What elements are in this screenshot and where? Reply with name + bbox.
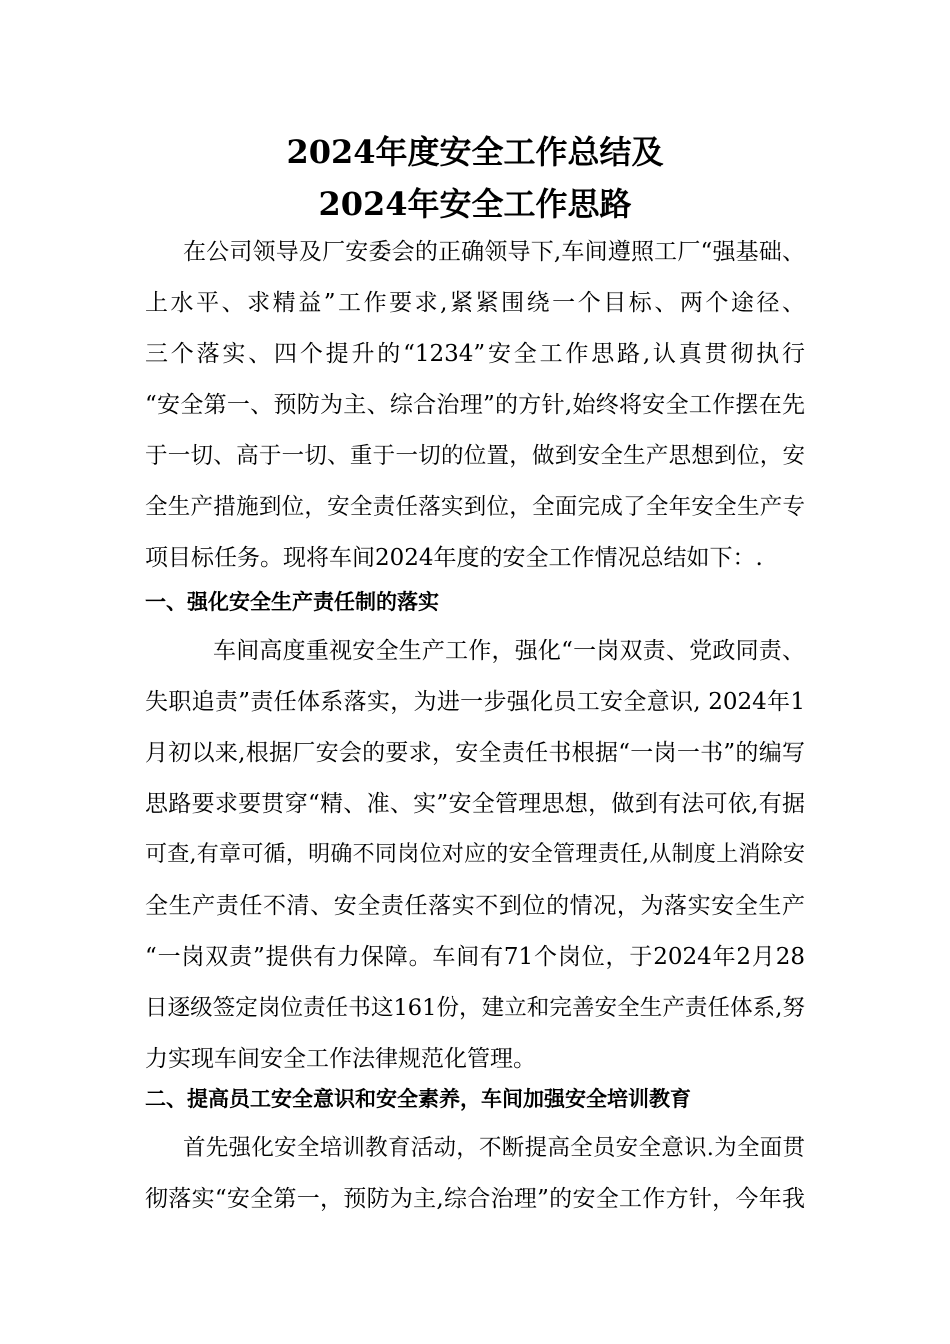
intro-line-6: 全生产措施到位，安全责任落实到位，全面完成了全年安全生产专 [145, 494, 805, 520]
intro-line-1: 在公司领导及厂安委会的正确领导下,车间遵照工厂“强基础、 [183, 239, 805, 265]
intro-line-2: 上水平、求精益”工作要求,紧紧围绕一个目标、两个途径、 [145, 290, 805, 316]
section-1-line-9: 力实现车间安全工作法律规范化管理。 [145, 1046, 536, 1072]
section-1-line-4: 思路要求要贯穿“精、准、实”安全管理思想，做到有法可依,有据 [145, 791, 805, 817]
intro-line-3: 三个落实、四个提升的“1234”安全工作思路,认真贯彻执行 [145, 341, 805, 367]
section-2-line-1: 首先强化安全培训教育活动，不断提高全员安全意识.为全面贯 [183, 1135, 805, 1161]
section-2-heading: 二、提高员工安全意识和安全素养，车间加强安全培训教育 [145, 1087, 691, 1111]
intro-line-4: “安全第一、预防为主、综合治理”的方针,始终将安全工作摆在先 [145, 392, 805, 418]
intro-line-5: 于一切、高于一切、重于一切的位置，做到安全生产思想到位，安 [145, 443, 805, 469]
intro-line-7: 项目标任务。现将车间2024年度的安全工作情况总结如下：. [145, 545, 763, 571]
section-1-line-1: 车间高度重视安全生产工作，强化“一岗双责、党政同责、 [213, 638, 805, 664]
section-1-line-5: 可查,有章可循，明确不同岗位对应的安全管理责任,从制度上消除安 [145, 842, 805, 867]
section-1-line-8: 日逐级签定岗位责任书这161份，建立和完善安全生产责任体系,努 [145, 995, 805, 1021]
section-1-line-6: 全生产责任不清、安全责任落实不到位的情况，为落实安全生产 [145, 893, 805, 919]
document-title-line-1: 2024年度安全工作总结及 [286, 133, 664, 171]
document-title-line-2: 2024年安全工作思路 [318, 185, 632, 223]
section-1-line-7: “一岗双责”提供有力保障。车间有71个岗位，于2024年2月28 [145, 944, 805, 970]
section-1-line-2: 失职追责”责任体系落实，为进一步强化员工安全意识, 2024年1 [145, 689, 805, 715]
section-1-heading: 一、强化安全生产责任制的落实 [145, 590, 439, 614]
section-2-line-2: 彻落实“安全第一，预防为主,综合治理”的安全工作方针，今年我 [145, 1186, 805, 1212]
section-1-line-3: 月初以来,根据厂安会的要求，安全责任书根据“一岗一书”的编写 [145, 740, 805, 766]
